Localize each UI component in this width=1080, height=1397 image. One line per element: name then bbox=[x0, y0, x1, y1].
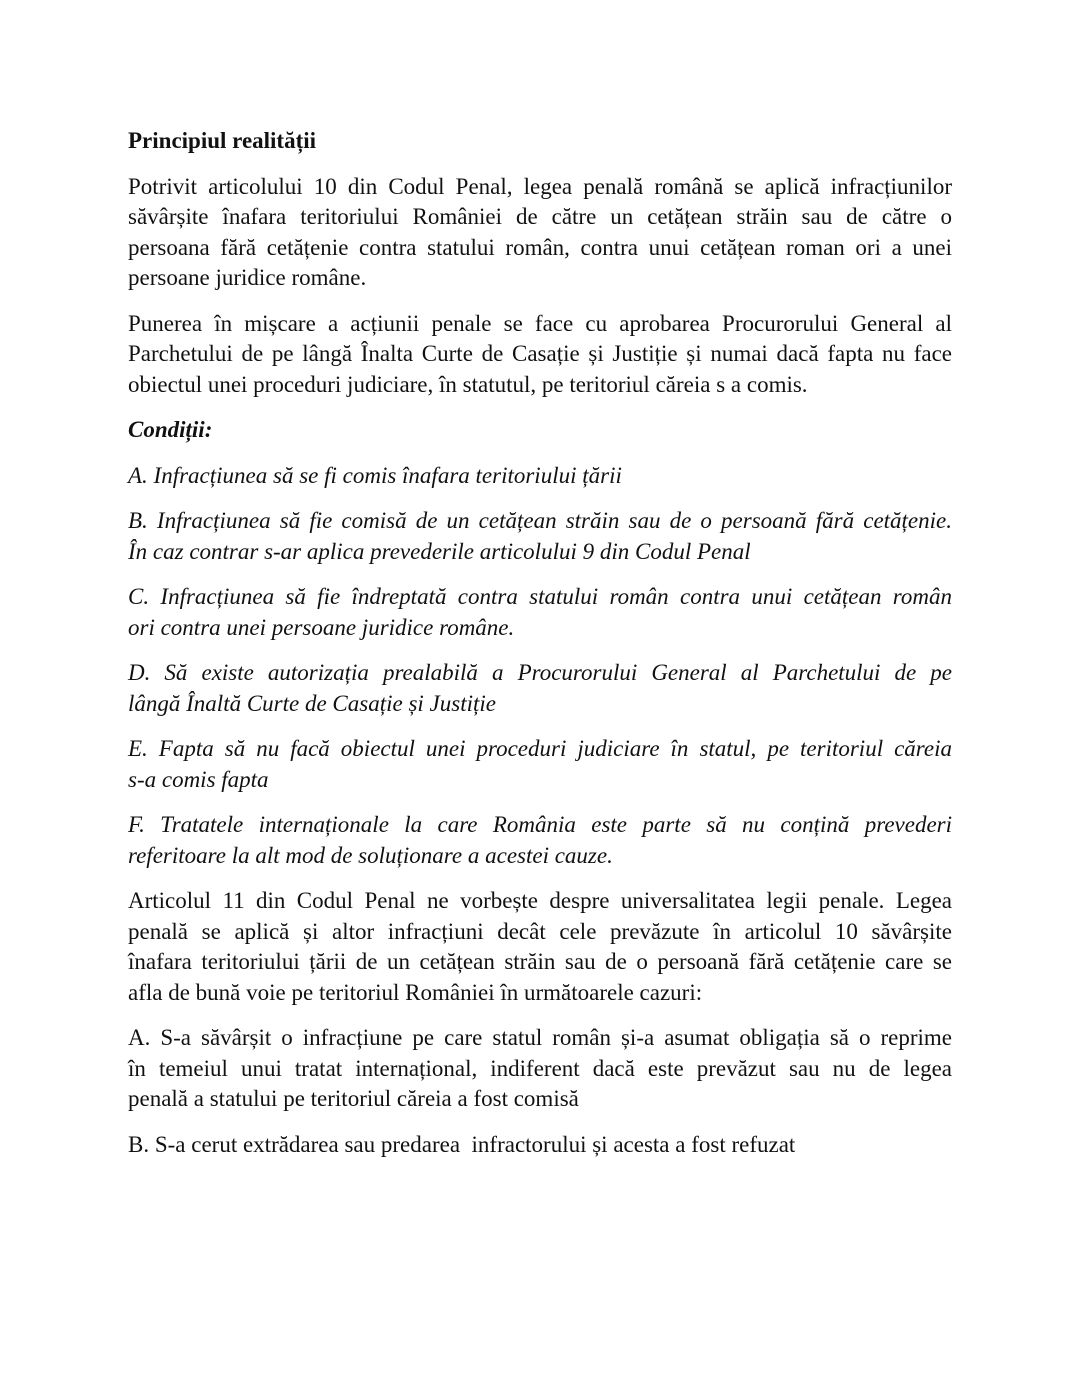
text-line: În caz contrar s-ar aplica prevederile articolului 9 din Codul Penal bbox=[128, 538, 751, 564]
condition-b bbox=[128, 506, 952, 567]
text-line: persoane juridice române. bbox=[128, 265, 367, 290]
condition-a bbox=[128, 461, 952, 492]
text-line: persoana fără cetățenie contra statului român, contra unui cetățean roman ori a unei bbox=[128, 234, 952, 260]
text-line: Articolul 11 din Codul Penal ne vorbește despre universalitatea legii penale. Legea bbox=[128, 888, 952, 913]
text-line: lângă Înaltă Curte de Casație și Justiție bbox=[128, 690, 496, 716]
condition-d bbox=[128, 658, 952, 719]
text-line: referitoare la alt mod de soluționare a acestei cauze. bbox=[128, 842, 613, 868]
section-title: Principiul realității bbox=[128, 128, 317, 153]
document-page bbox=[128, 126, 952, 1175]
condition-f bbox=[128, 810, 952, 871]
text-line: săvârșite înafara teritoriului României de către un cetățean străin sau de către o bbox=[128, 204, 952, 229]
text-line: înafara teritoriului țării de un cetățean străin sau de o persoană fără cetățenie care se bbox=[128, 949, 952, 974]
text-line: Punerea în mișcare a acțiunii penale se face cu aprobarea Procurorului General al bbox=[128, 310, 952, 336]
text-line: ori contra unei persoane juridice române. bbox=[128, 614, 515, 640]
conditions-heading: Condiții: bbox=[128, 417, 213, 442]
case-a bbox=[128, 1023, 952, 1115]
text-line: în temeiul unui tratat internațional, indiferent dacă este prevăzut sau nu de legea bbox=[128, 1055, 952, 1081]
paragraph-article-11 bbox=[128, 886, 952, 1008]
text-line: A. Infracțiunea să se fi comis înafara teritoriului țării bbox=[128, 462, 622, 488]
text-line: D. Să existe autorizația prealabilă a Procurorului General al Parchetului de pe bbox=[128, 660, 952, 685]
text-line: Potrivit articolului 10 din Codul Penal, legea penală română se aplică infracțiunilor bbox=[128, 173, 952, 199]
text-line: F. Tratatele internaționale la care România este parte să nu conțină prevederi bbox=[128, 812, 952, 837]
case-b bbox=[128, 1130, 952, 1161]
text-line: penală a statului pe teritoriul căreia a fost comisă bbox=[128, 1086, 579, 1111]
text-line: afla de bună voie pe teritoriul României în următoarele cazuri: bbox=[128, 979, 703, 1005]
text-line: C. Infracțiunea să fie îndreptată contra statului român contra unui cetățean român bbox=[128, 584, 952, 609]
text-line: s-a comis fapta bbox=[128, 766, 269, 792]
text-line: B. S-a cerut extrădarea sau predarea infractorului și acesta a fost refuzat bbox=[128, 1131, 796, 1157]
condition-e bbox=[128, 734, 952, 795]
text-line: Parchetului de pe lângă Înalta Curte de Casație și Justiție și numai dacă fapta nu face bbox=[128, 341, 952, 366]
text-line: B. Infracțiunea să fie comisă de un cetățean străin sau de o persoană fără cetățenie. bbox=[128, 508, 952, 533]
paragraph-prosecution bbox=[128, 309, 952, 401]
text-line: E. Fapta să nu facă obiectul unei proceduri judiciare în statul, pe teritoriul căreia bbox=[128, 736, 952, 761]
condition-c bbox=[128, 582, 952, 643]
text-line: penală se aplică și altor infracțiuni decât cele prevăzute în articolul 10 săvârșite bbox=[128, 918, 952, 944]
text-line: obiectul unei proceduri judiciare, în statutul, pe teritoriul căreia s a comis. bbox=[128, 371, 808, 397]
text-line: A. S-a săvârșit o infracțiune pe care statul român și-a asumat obligația să o reprime bbox=[128, 1025, 952, 1050]
paragraph-article-10 bbox=[128, 172, 952, 294]
